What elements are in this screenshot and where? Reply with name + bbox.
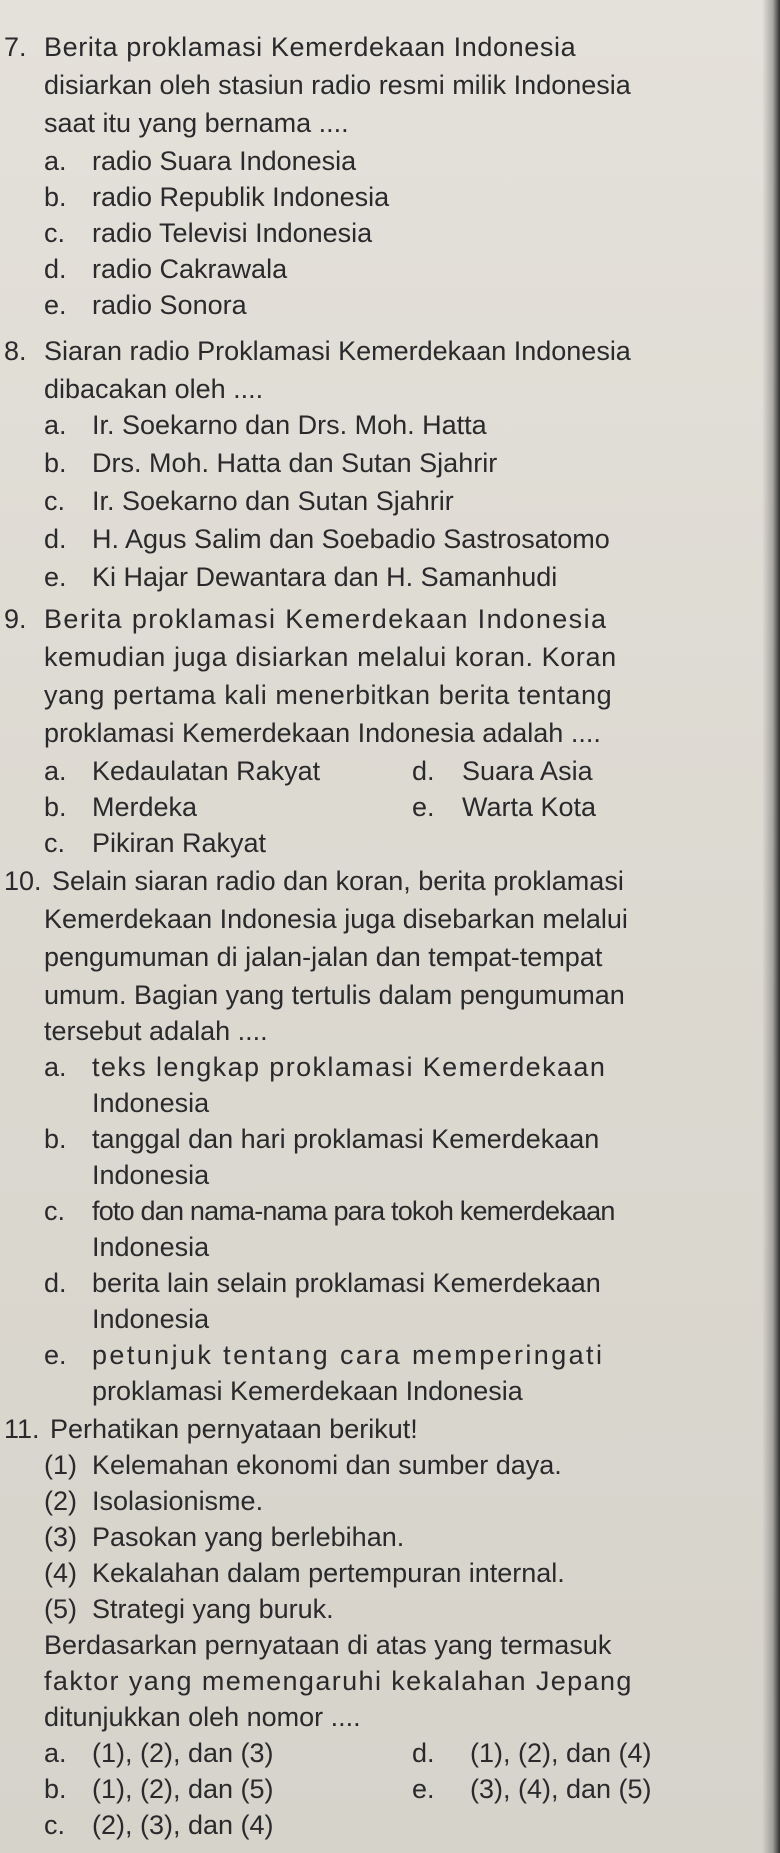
question-text-line: Perhatikan pernyataan berikut! [50,1414,418,1444]
option-letter: c. [44,828,66,858]
option-text: Indonesia [92,1088,210,1118]
option-text: teks lengkap proklamasi Kemerdekaan [92,1052,607,1082]
option-letter: c. [44,1196,66,1226]
option-letter: d. [412,1738,435,1768]
option-text: radio Cakrawala [92,254,288,284]
option-letter: b. [44,448,67,478]
statement-text: Kelemahan ekonomi dan sumber daya. [92,1450,562,1480]
option-letter: d. [44,524,67,554]
question-text-line: Selain siaran radio dan koran, berita proklamasi [52,866,624,896]
question-text-line: tersebut adalah .... [44,1016,268,1046]
statement-text: Kekalahan dalam pertempuran internal. [92,1558,565,1588]
option-text: Kedaulatan Rakyat [92,756,321,786]
question-text-line: kemudian juga disiarkan melalui koran. Koran [44,642,617,672]
option-letter: d. [412,756,435,786]
option-text: H. Agus Salim dan Soebadio Sastrosatomo [92,524,610,554]
option-text: tanggal dan hari proklamasi Kemerdekaan [92,1124,600,1154]
option-letter: b. [44,1774,67,1804]
option-letter: c. [44,486,66,516]
option-text: (1), (2), dan (3) [92,1738,274,1768]
question-text-line: proklamasi Kemerdekaan Indonesia adalah .... [44,718,601,748]
option-text: Ki Hajar Dewantara dan H. Samanhudi [92,562,558,592]
option-text: Ir. Soekarno dan Sutan Sjahrir [92,486,454,516]
question-text-line: Berita proklamasi Kemerdekaan Indonesia [44,604,608,634]
question-number: 11. [4,1414,40,1444]
option-letter: c. [44,218,66,248]
statement-number: (5) [44,1594,77,1624]
question-text-line: ditunjukkan oleh nomor .... [44,1702,361,1732]
question-text-line: saat itu yang bernama .... [44,108,349,138]
option-text: Indonesia [92,1304,210,1334]
option-text: Suara Asia [462,756,593,786]
statement-text: Strategi yang buruk. [92,1594,334,1624]
option-text: (1), (2), dan (4) [470,1738,652,1768]
question-number: 9. [4,604,27,634]
option-text: Ir. Soekarno dan Drs. Moh. Hatta [92,410,487,440]
option-letter: a. [44,410,67,440]
question-number: 7. [4,32,27,62]
statement-text: Pasokan yang berlebihan. [92,1522,405,1552]
question-text-line: faktor yang memengaruhi kekalahan Jepang [44,1666,633,1696]
question-text-line: pengumuman di jalan-jalan dan tempat-tempat [44,942,603,972]
option-letter: d. [44,254,67,284]
option-text: petunjuk tentang cara memperingati [92,1340,605,1370]
option-text: Indonesia [92,1232,210,1262]
question-text-line: dibacakan oleh .... [44,374,264,404]
option-text: (1), (2), dan (5) [92,1774,274,1804]
option-text: proklamasi Kemerdekaan Indonesia [92,1376,523,1406]
option-letter: b. [44,182,67,212]
option-letter: a. [44,756,67,786]
statement-number: (2) [44,1486,77,1516]
question-text-line: Kemerdekaan Indonesia juga disebarkan melalui [44,904,628,934]
question-text-line: disiarkan oleh stasiun radio resmi milik Indonesia [44,70,631,100]
question-text-line: umum. Bagian yang tertulis dalam pengumuman [44,980,625,1010]
option-letter: c. [44,1810,66,1840]
option-letter: b. [44,1124,67,1154]
option-text: Merdeka [92,792,198,822]
page-edge-shadow [762,0,780,1853]
question-number: 10. [4,866,42,896]
option-text: berita lain selain proklamasi Kemerdekaan [92,1268,601,1298]
option-text: radio Suara Indonesia [92,146,357,176]
option-letter: b. [44,792,67,822]
option-letter: e. [44,562,67,592]
option-text: Warta Kota [462,792,597,822]
option-letter: e. [44,1340,67,1370]
option-text: Drs. Moh. Hatta dan Sutan Sjahrir [92,448,498,478]
option-text: foto dan nama-nama para tokoh kemerdekaan [92,1196,615,1226]
statement-number: (1) [44,1450,77,1480]
question-number: 8. [4,336,27,366]
option-letter: d. [44,1268,67,1298]
option-text: radio Sonora [92,290,247,320]
option-letter: a. [44,146,67,176]
statement-number: (3) [44,1522,77,1552]
option-letter: e. [412,792,435,822]
option-letter: e. [412,1774,435,1804]
option-letter: a. [44,1052,67,1082]
option-text: (3), (4), dan (5) [470,1774,652,1804]
statement-number: (4) [44,1558,77,1588]
option-text: Indonesia [92,1160,210,1190]
question-text-line: Siaran radio Proklamasi Kemerdekaan Indonesia [44,336,631,366]
statement-text: Isolasionisme. [92,1486,264,1516]
option-text: Pikiran Rakyat [92,828,267,858]
option-letter: a. [44,1738,67,1768]
question-text-line: yang pertama kali menerbitkan berita tentang [44,680,613,710]
option-letter: e. [44,290,67,320]
question-text-line: Berdasarkan pernyataan di atas yang termasuk [44,1630,612,1660]
option-text: (2), (3), dan (4) [92,1810,274,1840]
question-text-line: Berita proklamasi Kemerdekaan Indonesia [44,32,577,62]
option-text: radio Televisi Indonesia [92,218,373,248]
option-text: radio Republik Indonesia [92,182,390,212]
